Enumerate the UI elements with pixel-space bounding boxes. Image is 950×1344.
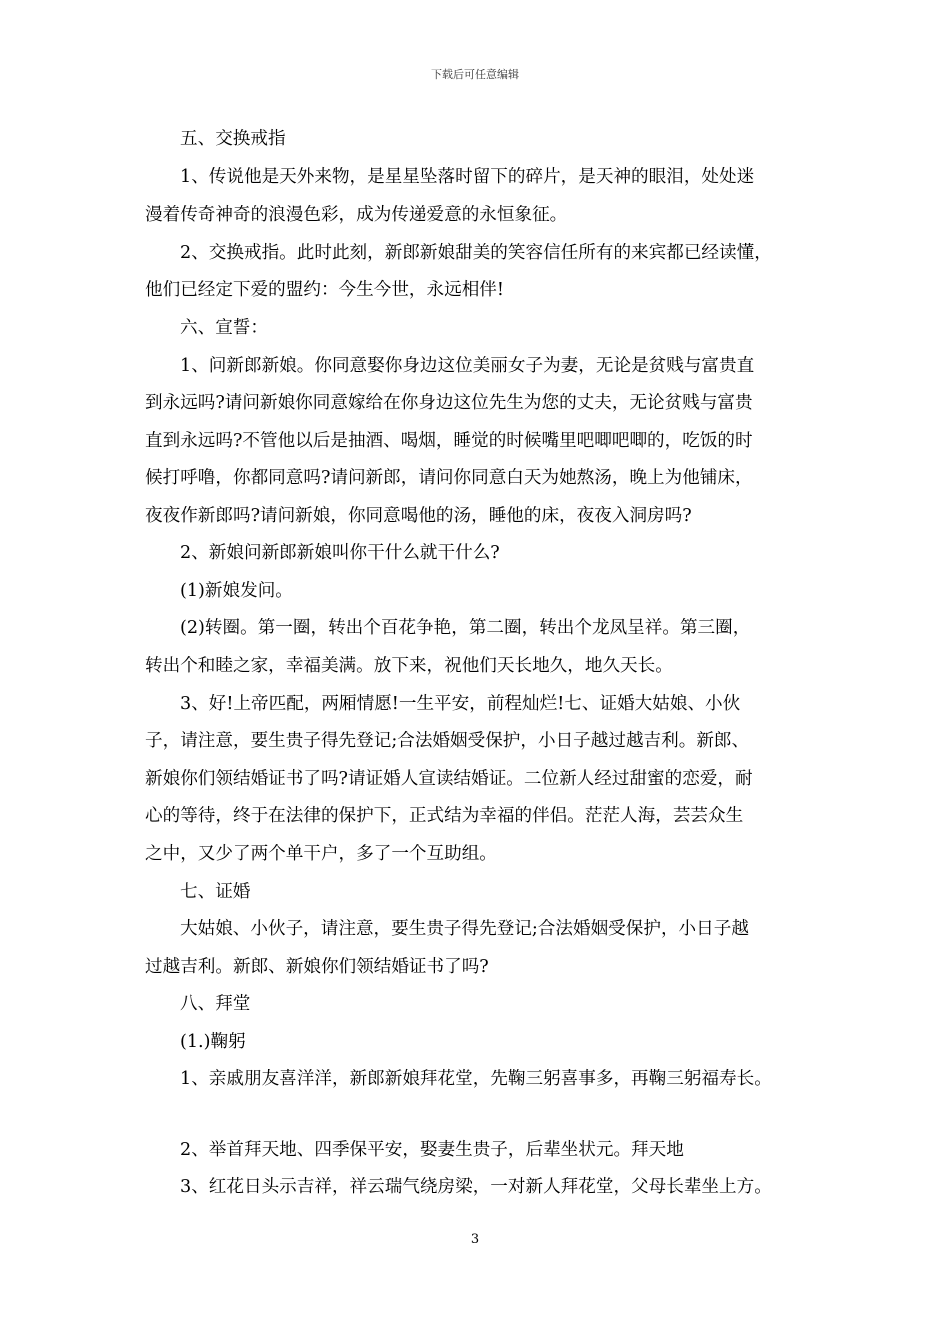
page-header-note: 下载后可任意编辑 [431, 68, 519, 81]
paragraph-line: (1)新娘发问。 [180, 581, 293, 601]
section-heading: 五、交换戒指 [180, 129, 286, 149]
paragraph-line: 过越吉利。新郎、新娘你们领结婚证书了吗? [145, 957, 489, 977]
paragraph-line: 3、好!上帝匹配，两厢情愿!一生平安，前程灿烂!七、证婚大姑娘、小伙 [180, 694, 741, 714]
paragraph-line: 他们已经定下爱的盟约：今生今世，永远相伴! [145, 280, 504, 300]
paragraph-line: 子，请注意，要生贵子得先登记;合法婚姻受保护，小日子越过越吉利。新郎、 [145, 731, 750, 751]
paragraph-line: 2、举首拜天地、四季保平安，娶妻生贵子，后辈坐状元。拜天地 [180, 1140, 684, 1160]
paragraph-line: 新娘你们领结婚证书了吗?请证婚人宣读结婚证。二位新人经过甜蜜的恋爱，耐 [145, 769, 753, 789]
paragraph-line: 之中，又少了两个单干户，多了一个互助组。 [145, 844, 497, 864]
paragraph-line: 大姑娘、小伙子，请注意，要生贵子得先登记;合法婚姻受保护，小日子越 [180, 919, 749, 939]
section-heading: 七、证婚 [180, 882, 251, 902]
page-number: 3 [470, 1232, 480, 1247]
paragraph-line: 到永远吗?请问新娘你同意嫁给在你身边这位先生为您的丈夫，无论贫贱与富贵 [145, 393, 753, 413]
paragraph-line: 转出个和睦之家，幸福美满。放下来，祝他们天长地久，地久天长。 [145, 656, 673, 676]
paragraph-line: 1、传说他是天外来物，是星星坠落时留下的碎片，是天神的眼泪，处处迷 [180, 167, 755, 187]
paragraph-line: (1.)鞠躬 [180, 1032, 246, 1052]
paragraph-line: 漫着传奇神奇的浪漫色彩，成为传递爱意的永恒象征。 [145, 205, 568, 225]
paragraph-line: 2、新娘问新郎新娘叫你干什么就干什么? [180, 543, 500, 563]
section-heading: 八、拜堂 [180, 994, 251, 1014]
paragraph-line: 直到永远吗?不管他以后是抽酒、喝烟，睡觉的时候嘴里吧唧吧唧的，吃饭的时 [145, 431, 753, 451]
paragraph-line: 夜夜作新郎吗?请问新娘，你同意喝他的汤，睡他的床，夜夜入洞房吗? [145, 506, 692, 526]
paragraph-line: 1、亲戚朋友喜洋洋，新郎新娘拜花堂，先鞠三躬喜事多，再鞠三躬福寿长。 [180, 1069, 772, 1089]
paragraph-line: 候打呼噜，你都同意吗?请问新郎，请问你同意白天为她熬汤，晚上为他铺床， [145, 468, 753, 488]
paragraph-line: 心的等待，终于在法律的保护下，正式结为幸福的伴侣。茫茫人海，芸芸众生 [145, 806, 744, 826]
paragraph-line: 3、红花日头示吉祥，祥云瑞气绕房梁，一对新人拜花堂，父母长辈坐上方。 [180, 1177, 772, 1197]
paragraph-line: 2、交换戒指。此时此刻，新郎新娘甜美的笑容信任所有的来宾都已经读懂， [180, 243, 772, 263]
paragraph-line: 1、问新郎新娘。你同意娶你身边这位美丽女子为妻，无论是贫贱与富贵直 [180, 356, 755, 376]
section-heading: 六、宣誓： [180, 318, 268, 338]
paragraph-line: (2)转圈。第一圈，转出个百花争艳，第二圈，转出个龙凤呈祥。第三圈， [180, 618, 751, 638]
